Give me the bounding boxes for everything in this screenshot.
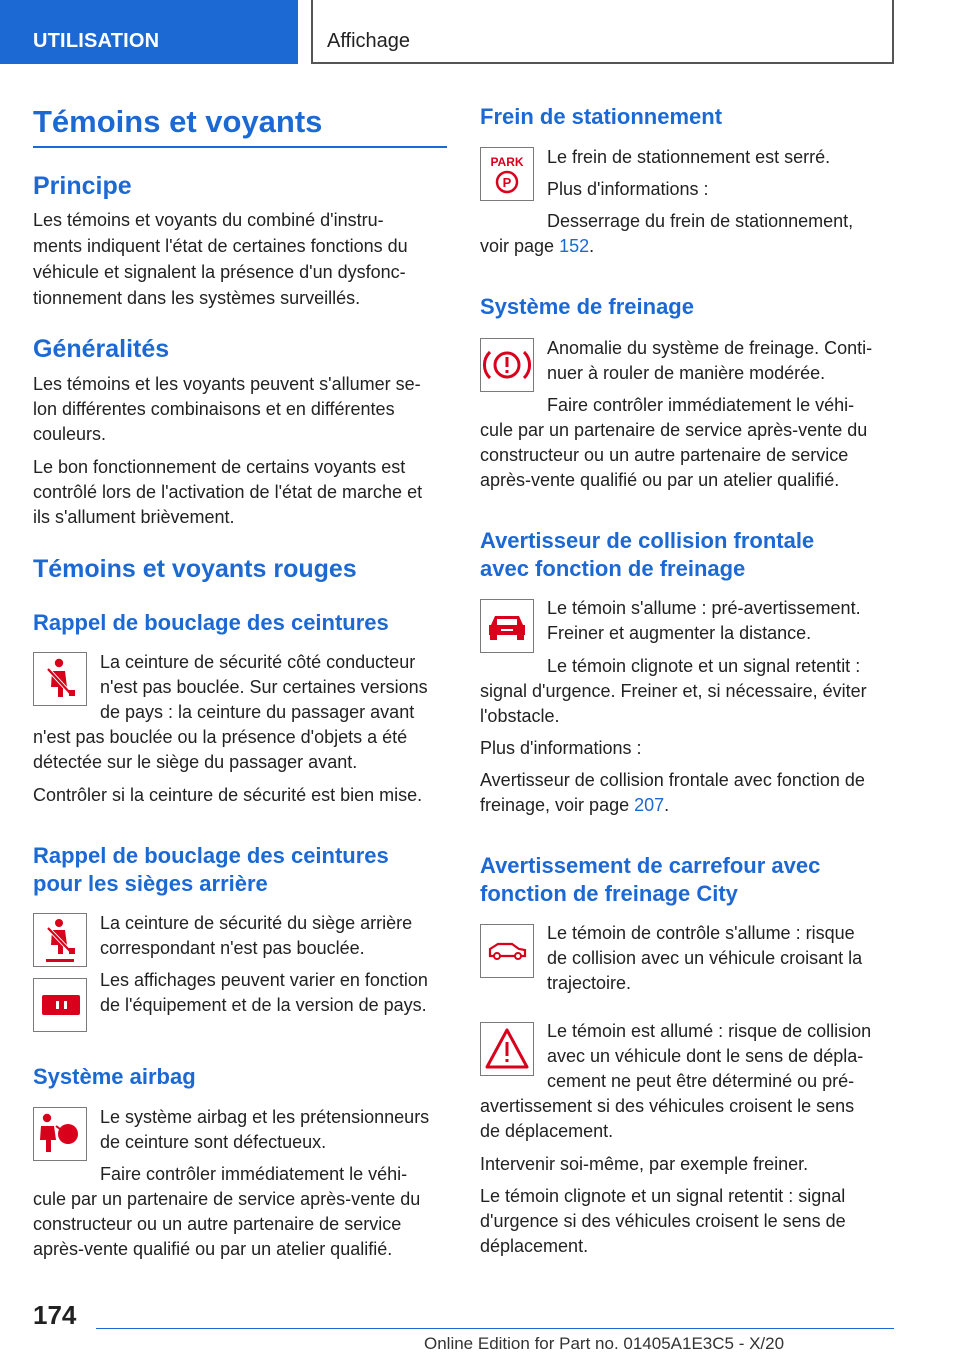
carrefour-line: cement ne peut être déterminé ou pré-: [547, 1071, 855, 1091]
collision-line: Le témoin s'allume : pré-avertissement.: [547, 598, 861, 618]
parking-brake-icon: [480, 147, 534, 201]
section-label: UTILISATION: [33, 30, 160, 52]
page-link-207[interactable]: 207: [634, 795, 665, 815]
generalites-line: ils s'allument brièvement.: [33, 507, 235, 527]
freinage-line: après-vente qualifié ou par un atelier qualifié.: [480, 470, 840, 490]
ceinture-line: La ceinture de sécurité côté conducteur: [100, 652, 416, 672]
freinage-line: nuer à rouler de manière modérée.: [547, 363, 826, 383]
carrefour-line: avec un véhicule dont le sens de dépla-: [547, 1046, 864, 1066]
freinage-line: cule par un partenaire de service après-vente du: [480, 420, 868, 440]
heading-ceinture-arriere: Rappel de bouclage des ceintures: [33, 843, 389, 868]
airbag-line: Faire contrôler immédiatement le véhi-: [100, 1164, 408, 1184]
ceinture-arriere-line: Les affichages peuvent varier en fonction: [100, 970, 428, 990]
ceinture-line: n'est pas bouclée. Sur certaines versions: [100, 677, 428, 697]
frein-stat-line: Le frein de stationnement est serré.: [547, 147, 831, 167]
edition-note: Online Edition for Part no. 01405A1E3C5 - X/20: [424, 1334, 785, 1353]
warning-triangle-icon: [480, 1022, 534, 1076]
carrefour-line: avertissement si des véhicules croisent le sens: [480, 1096, 855, 1116]
heading-frein-stationnement: Frein de stationnement: [480, 104, 723, 129]
generalites-line: Les témoins et les voyants peuvent s'allumer se-: [33, 374, 421, 394]
generalites-line: Le bon fonctionnement de certains voyants est: [33, 457, 406, 477]
collision-line: signal d'urgence. Freiner et, si nécessaire, éviter: [480, 681, 867, 701]
heading-principe: Principe: [33, 172, 132, 200]
page-link-152[interactable]: 152: [559, 236, 590, 256]
heading-carrefour-2: fonction de freinage City: [480, 881, 738, 906]
ceinture-check: Contrôler si la ceinture de sécurité est bien mise.: [33, 785, 423, 805]
heading-generalites: Généralités: [33, 335, 170, 363]
carrefour-line: trajectoire.: [547, 973, 632, 993]
carrefour-line: de collision avec un véhicule croisant la: [547, 948, 863, 968]
heading-airbag: Système airbag: [33, 1064, 196, 1089]
collision-line: Plus d'informations :: [480, 738, 642, 758]
principe-line: Les témoins et voyants du combiné d'instru-: [33, 210, 384, 230]
generalites-line: couleurs.: [33, 424, 107, 444]
airbag-line: après-vente qualifié ou par un atelier qualifié.: [33, 1239, 393, 1259]
heading-carrefour: Avertissement de carrefour avec: [480, 853, 821, 878]
heading-ceinture-arriere-2: pour les sièges arrière: [33, 871, 268, 896]
seatbelt-icon: [33, 652, 87, 706]
front-collision-icon: [480, 599, 534, 653]
heading-freinage: Système de freinage: [480, 294, 694, 319]
ref-text: .: [589, 236, 595, 256]
principe-line: ments indiquent l'état de certaines fonctions du: [33, 236, 408, 256]
carrefour-line: Le témoin de contrôle s'allume : risque: [547, 923, 855, 943]
ref-text: freinage, voir page: [480, 795, 635, 815]
airbag-line: cule par un partenaire de service après-vente du: [33, 1189, 421, 1209]
rear-seatbelt-icon: [33, 913, 87, 967]
principe-line: véhicule et signalent la présence d'un dysfonc-: [33, 262, 406, 282]
airbag-line: constructeur ou un autre partenaire de service: [33, 1214, 402, 1234]
footer-rule: [96, 1328, 894, 1329]
ceinture-arriere-line: La ceinture de sécurité du siège arrière: [100, 913, 413, 933]
collision-line: l'obstacle.: [480, 706, 560, 726]
park-label: PARK: [490, 155, 524, 169]
freinage-line: constructeur ou un autre partenaire de service: [480, 445, 849, 465]
airbag-line: de ceinture sont défectueux.: [100, 1132, 327, 1152]
collision-line: Le témoin clignote et un signal retentit :: [547, 656, 861, 676]
generalites-line: contrôlé lors de l'activation de l'état de marche et: [33, 482, 423, 502]
collision-line: Avertisseur de collision frontale avec fonction de: [480, 770, 865, 790]
p-label: P: [502, 175, 512, 190]
carrefour-line: déplacement.: [480, 1236, 589, 1256]
carrefour-line: de déplacement.: [480, 1121, 614, 1141]
collision-line: Freiner et augmenter la distance.: [547, 623, 812, 643]
crossing-traffic-icon: [480, 924, 534, 978]
heading-ceinture: Rappel de bouclage des ceintures: [33, 610, 389, 635]
ref-text: voir page: [480, 236, 560, 256]
title-rule: [33, 146, 447, 148]
heading-collision-2: avec fonction de freinage: [480, 556, 746, 581]
frein-stat-line: Plus d'informations :: [547, 179, 709, 199]
frein-stat-line: Desserrage du frein de stationnement,: [547, 211, 854, 231]
topic-tab: [311, 0, 894, 64]
carrefour-line: d'urgence si des véhicules croisent le sens de: [480, 1211, 846, 1231]
frein-stat-ref: [480, 234, 594, 259]
carrefour-line: Le témoin est allumé : risque de collision: [547, 1021, 872, 1041]
heading-rouges: Témoins et voyants rouges: [33, 555, 357, 583]
carrefour-line: Le témoin clignote et un signal retentit : signal: [480, 1186, 846, 1206]
airbag-line: Le système airbag et les prétensionneurs: [100, 1107, 430, 1127]
heading-collision: Avertisseur de collision frontale: [480, 528, 815, 553]
ceinture-line: détectée sur le siège du passager avant.: [33, 752, 358, 772]
freinage-line: Anomalie du système de freinage. Conti-: [547, 338, 873, 358]
carrefour-line: Intervenir soi-même, par exemple freiner.: [480, 1154, 809, 1174]
airbag-icon: [33, 1107, 87, 1161]
ref-text: .: [664, 795, 670, 815]
section-tab: [0, 0, 298, 64]
ceinture-line: n'est pas bouclée ou la présence d'objets a été: [33, 727, 408, 747]
principe-line: tionnement dans les systèmes surveillés.: [33, 288, 361, 308]
rear-seat-indicator-icon: [33, 978, 87, 1032]
ceinture-arriere-line: de l'équipement et de la version de pays.: [100, 995, 427, 1015]
collision-ref: [480, 793, 669, 818]
freinage-line: Faire contrôler immédiatement le véhi-: [547, 395, 855, 415]
page-number: 174: [33, 1300, 77, 1330]
brake-warning-icon: [480, 338, 534, 392]
page-title: Témoins et voyants: [33, 104, 323, 139]
ceinture-line: de pays : la ceinture du passager avant: [100, 702, 415, 722]
topic-label: Affichage: [327, 30, 411, 52]
ceinture-arriere-line: correspondant n'est pas bouclée.: [100, 938, 365, 958]
generalites-line: lon différentes combinaisons et en différentes: [33, 399, 395, 419]
